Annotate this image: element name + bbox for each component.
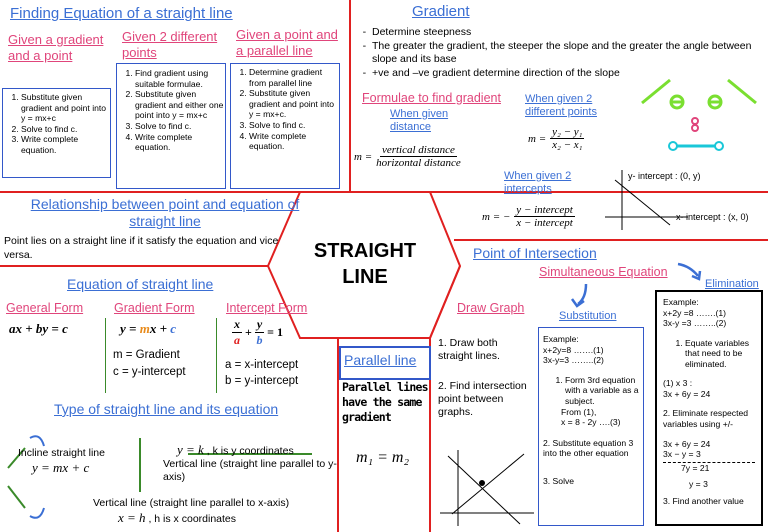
vertical-label: Vertical line (straight line parallel to y-axis)	[163, 458, 337, 483]
finding-col2-heading: Given 2 different points	[122, 29, 218, 60]
x-intercept-label: x- intercept : (x, 0)	[676, 212, 749, 222]
finding-col1-step: 3. Write complete equation.	[21, 134, 110, 155]
gradient-form-divider	[216, 318, 217, 393]
two-points-formula	[528, 126, 584, 151]
horizontal-note: , h is x coordinates	[148, 513, 237, 525]
vertical-formula-line	[177, 442, 294, 458]
gradient-bullet: - The greater the gradient, the steeper the slope and the greater the angle between slope and its base	[372, 40, 768, 67]
center-title-line2: LINE	[342, 266, 388, 288]
intercept-form-y: y	[256, 317, 263, 331]
finding-col1-heading: Given a gradient and a point	[8, 32, 104, 63]
finding-col1-box	[2, 88, 111, 178]
distance-label: When given distance	[390, 108, 449, 133]
finding-col3-step: 2. Substitute given gradient and point into y = mx+c.	[249, 88, 339, 120]
gradient-form-heading: Gradient Form	[114, 301, 195, 315]
substitution-step1: 1. Form 3rd equation with a variable as a subject.	[565, 375, 639, 407]
elimination-s3: 7y = 21	[681, 462, 710, 473]
horizontal-formula: x = h	[118, 510, 146, 525]
finding-col3-step: 4. Write complete equation.	[249, 131, 339, 152]
vertical-note: , k is y coordinates	[206, 445, 294, 457]
intersection-graph-icon	[436, 448, 536, 528]
elimination-eq1: x+2y =8 …….(1)	[663, 307, 727, 318]
two-points-numerator: y₂ − y₁	[552, 126, 583, 138]
incline-formula: y = mx + c	[32, 460, 90, 475]
gradient-title: Gradient	[412, 3, 470, 20]
intercepts-denominator: x − intercept	[516, 217, 573, 229]
elimination-box	[655, 290, 763, 526]
gradient-form-formula	[120, 321, 176, 337]
distance-numerator: vertical distance	[381, 144, 455, 156]
finding-col1-step: 2. Solve to find c.	[21, 124, 110, 135]
substitution-eq2: 3x-y=3 ……..(2)	[543, 355, 604, 366]
intercept-form-b: b	[256, 333, 263, 347]
gradient-form-c: c	[170, 321, 177, 336]
distance-m: m =	[354, 150, 373, 163]
intercept-form-heading: Intercept Form	[226, 301, 308, 315]
substitution-eq1: x+2y=8 …….(1)	[543, 344, 604, 355]
gradient-form-y: y =	[120, 321, 137, 336]
elimination-s2: 3x − y = 3	[663, 449, 755, 463]
vertical-formula: y = k	[177, 442, 204, 457]
finding-title: Finding Equation of a straight line	[10, 5, 233, 22]
finding-col2-step: 3. Solve to find c.	[135, 121, 225, 132]
two-points-m: m =	[528, 132, 547, 145]
finding-col1-step: 1. Substitute given gradient and point into y = mx+c	[21, 92, 110, 124]
substitution-from: From (1),	[561, 406, 597, 417]
intercept-form-a-text: a = x-intercept	[225, 359, 299, 371]
distance-denominator: horizontal distance	[376, 157, 461, 169]
intercept-form-x: x	[234, 317, 240, 331]
elimination-heading: Elimination	[705, 278, 759, 290]
elimination-s1: 3x + 6y = 24	[663, 438, 711, 449]
substitution-step2: 2. Substitute equation 3 into the other equation	[543, 437, 634, 459]
finding-col2-step: 1. Find gradient using suitable formulae.	[135, 68, 225, 89]
intercepts-numerator: y − intercept	[516, 204, 573, 216]
substitution-eq3: x = 8 - 2y ….(3)	[561, 417, 621, 428]
finding-col3-heading: Given a point and a parallel line	[236, 27, 338, 58]
center-title	[300, 238, 430, 290]
formulae-title: Formulae to find gradient	[362, 91, 501, 105]
elimination-example-label: Example:	[663, 297, 699, 307]
simultaneous-heading: Simultaneous Equation	[539, 265, 668, 279]
gradient-form-m: m	[139, 321, 150, 336]
draw-graph-step1: 1. Draw both straight lines.	[438, 337, 500, 362]
intercept-form-b-text: b = y-intercept	[225, 375, 299, 387]
gradient-form-x: x +	[149, 321, 167, 336]
intersection-title: Point of Intersection	[473, 245, 597, 261]
intercept-form-plus: +	[245, 325, 252, 339]
parallel-text: Parallel lines have the same gradient	[342, 380, 428, 424]
two-points-label: When given 2 different points	[525, 93, 597, 118]
elimination-step2: 2. Eliminate respected variables using +/-	[663, 408, 749, 429]
intercepts-label: When given 2 intercepts	[504, 170, 572, 195]
relationship-title: Relationship between point and equation of straight line	[30, 196, 300, 229]
horizontal-label: Vertical line (straight line parallel to x-axis)	[93, 497, 290, 509]
elimination-eq3: 3x + 6y = 24	[663, 388, 711, 399]
finding-col3-box	[230, 63, 340, 189]
finding-col2-box	[116, 63, 226, 189]
gradient-bullet: - +ve and –ve gradient determine direction of the slope	[372, 67, 768, 81]
intercept-form-eq: = 1	[267, 325, 284, 339]
general-form-formula: ax + by = c	[9, 321, 68, 336]
gradient-form-m-text: m = Gradient	[113, 349, 180, 361]
substitution-example-label: Example:	[543, 334, 579, 344]
two-points-denominator: x₂ − x₁	[552, 139, 583, 151]
intercepts-formula	[482, 204, 575, 229]
horizontal-formula-line	[118, 510, 236, 526]
finding-col3-step: 1. Determine gradient from parallel line	[249, 67, 339, 88]
substitution-step3: 3. Solve	[543, 475, 575, 486]
gradient-bullets	[356, 26, 768, 80]
face-doodle-icon	[640, 78, 760, 158]
general-form-heading: General Form	[6, 301, 84, 315]
intercept-form-formula	[232, 317, 283, 348]
types-title: Type of straight line and its equation	[54, 401, 279, 417]
elimination-eq2: 3x-y =3 ……..(2)	[663, 318, 727, 329]
relationship-text: Point lies on a straight line if it satisfy the equation and vice versa.	[4, 235, 279, 261]
substitution-box	[538, 327, 644, 526]
distance-formula	[354, 144, 461, 169]
elimination-step3: 3. Find another value	[663, 495, 744, 506]
finding-col3-step: 3. Solve to find c.	[249, 120, 339, 131]
intercepts-m: m = −	[482, 210, 511, 223]
y-intercept-label: y- intercept : (0, y)	[628, 171, 701, 181]
draw-graph-heading: Draw Graph	[457, 301, 525, 315]
general-form-divider	[105, 318, 106, 393]
parallel-formula: m₁ = m₂	[356, 449, 410, 466]
substitution-heading: Substitution	[559, 310, 617, 322]
center-title-line1: STRAIGHT	[313, 240, 417, 262]
elimination-step1: 1. Equate variables that need to be eliminated.	[685, 338, 755, 370]
draw-graph-step2: 2. Find intersection point between graphs.	[438, 380, 527, 418]
intercept-form-a: a	[234, 333, 240, 347]
gradient-form-c-text: c = y-intercept	[113, 366, 186, 378]
elimination-s4: y = 3	[689, 479, 708, 490]
finding-col2-step: 4. Write complete equation.	[135, 132, 225, 153]
elimination-times: (1) x 3 :	[663, 378, 693, 389]
equation-title: Equation of straight line	[67, 276, 214, 292]
finding-col2-step: 2. Substitute given gradient and either one point into y = mx+c	[135, 89, 225, 121]
incline-label: Incline straight line	[18, 447, 105, 459]
parallel-title: Parallel line	[344, 352, 417, 368]
gradient-bullet: - Determine steepness	[372, 26, 768, 40]
